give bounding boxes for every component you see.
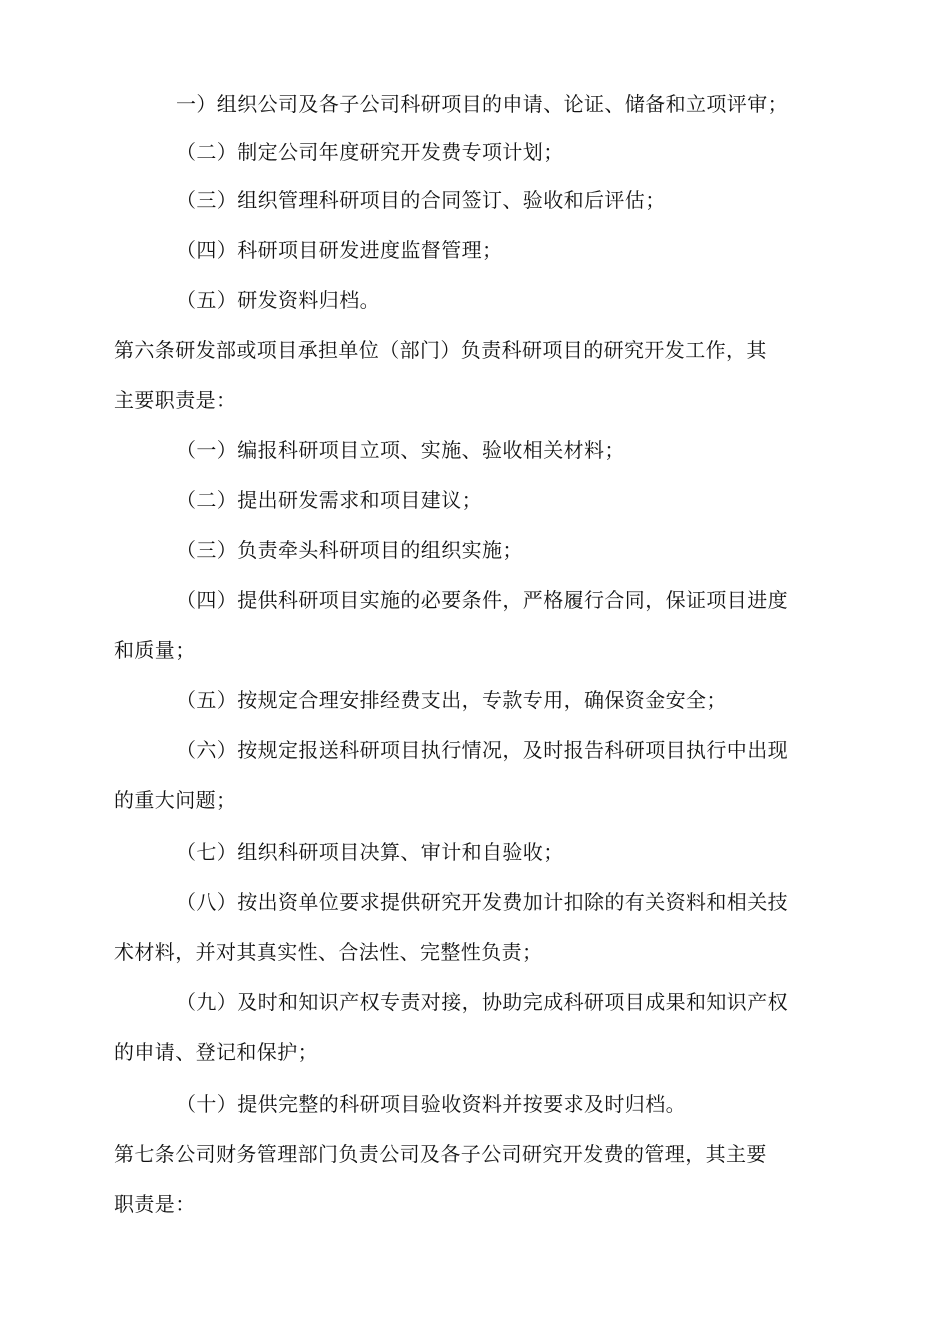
text-line: 和质量； <box>114 638 196 662</box>
text-line: 主要职责是： <box>114 388 237 412</box>
text-line: （二）制定公司年度研究开发费专项计划； <box>176 140 564 164</box>
text-line: （二）提出研发需求和项目建议； <box>176 488 482 512</box>
text-line: 的申请、登记和保护； <box>114 1040 318 1064</box>
text-line: 职责是： <box>114 1192 196 1216</box>
text-line: （九）及时和知识产权专责对接，协助完成科研项目成果和知识产权 <box>176 990 788 1014</box>
text-line: （四）科研项目研发进度监督管理； <box>176 238 503 262</box>
text-line: （十）提供完整的科研项目验收资料并按要求及时归档。 <box>176 1092 686 1116</box>
article-heading: 第七条公司财务管理部门负责公司及各子公司研究开发费的管理，其主要 <box>114 1142 767 1166</box>
text-line: （四）提供科研项目实施的必要条件，严格履行合同，保证项目进度 <box>176 588 788 612</box>
text-line: （五）研发资料归档。 <box>176 288 380 312</box>
text-line: 一）组织公司及各子公司科研项目的申请、论证、储备和立项评审； <box>176 92 788 116</box>
text-line: 的重大问题； <box>114 788 237 812</box>
text-line: 术材料，并对其真实性、合法性、完整性负责； <box>114 940 543 964</box>
text-line: （一）编报科研项目立项、实施、验收相关材料； <box>176 438 625 462</box>
text-line: （七）组织科研项目决算、审计和自验收； <box>176 840 564 864</box>
text-line: （五）按规定合理安排经费支出，专款专用，确保资金安全； <box>176 688 727 712</box>
article-heading: 第六条研发部或项目承担单位（部门）负责科研项目的研究开发工作，其 <box>114 338 767 362</box>
text-line: （八）按出资单位要求提供研究开发费加计扣除的有关资料和相关技 <box>176 890 788 914</box>
text-line: （三）负责牵头科研项目的组织实施； <box>176 538 523 562</box>
text-line: （三）组织管理科研项目的合同签订、验收和后评估； <box>176 188 666 212</box>
text-line: （六）按规定报送科研项目执行情况，及时报告科研项目执行中出现 <box>176 738 788 762</box>
